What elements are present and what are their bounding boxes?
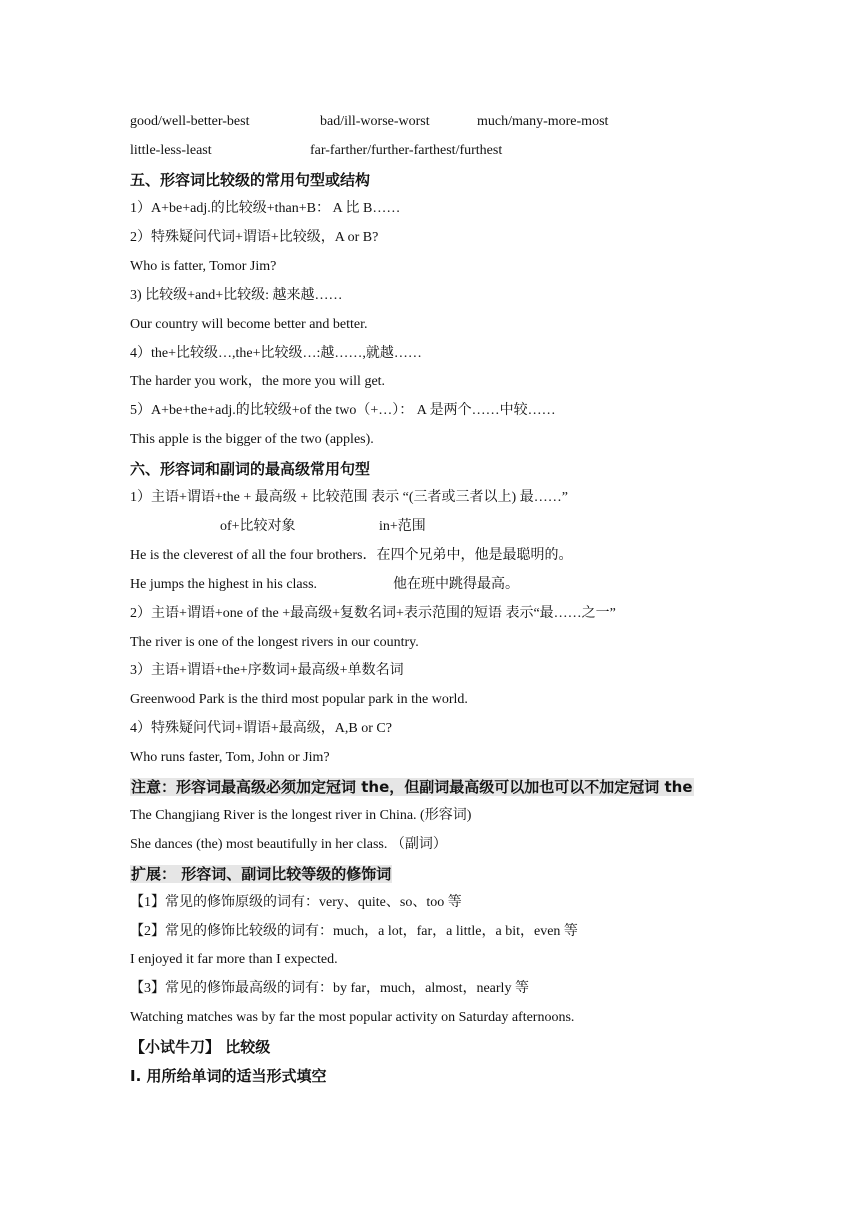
pattern-5: 5）A+be+the+adj.的比较级+of the two（+…）： A 是两个……中较…… bbox=[130, 403, 556, 418]
section-heading-6: 六、形容词和副词的最高级常用句型 bbox=[130, 460, 371, 478]
pattern-4: 4）the+比较级…,the+比较级…:越……,就越…… bbox=[130, 346, 422, 361]
extension-highlight: 扩展： 形容词、副词比较等级的修饰词 bbox=[131, 865, 392, 883]
superlative-pattern-4: 4）特殊疑问代词+谓语+最高级，A,B or C? bbox=[130, 721, 392, 736]
example-sentence: Who is fatter, Tomor Jim? bbox=[130, 259, 277, 274]
modifier-comparative: 【2】常见的修饰比较级的词有：much，a lot，far，a little，a bit，even 等 bbox=[130, 924, 578, 939]
modifier-positive: 【1】常见的修饰原级的词有：very、quite、so、too 等 bbox=[130, 895, 462, 910]
extension-heading bbox=[130, 864, 392, 884]
example-sentence: He is the cleverest of all the four brothers．在四个兄弟中，他是最聪明的。 bbox=[130, 548, 573, 563]
modifier-superlative: 【3】常见的修饰最高级的词有：by far，much，almost，nearly 等 bbox=[130, 981, 529, 996]
section-heading-5: 五、形容词比较级的常用句型或结构 bbox=[130, 171, 371, 189]
example-sentence: The river is one of the longest rivers in our country. bbox=[130, 635, 419, 650]
example-sentence: Greenwood Park is the third most popular park in the world. bbox=[130, 692, 468, 707]
superlative-pattern-2: 2）主语+谓语+one of the +最高级+复数名词+表示范围的短语 表示“最……之一” bbox=[130, 606, 616, 621]
example-sentence: I enjoyed it far more than I expected. bbox=[130, 952, 338, 967]
superlative-pattern-3: 3）主语+谓语+the+序数词+最高级+单数名词 bbox=[130, 663, 404, 678]
example-english: He jumps the highest in his class. bbox=[130, 577, 318, 592]
example-sentence: Who runs faster, Tom, John or Jim? bbox=[130, 750, 330, 765]
example-chinese: 他在班中跳得最高。 bbox=[393, 577, 519, 592]
pattern-1: 1）A+be+adj.的比较级+than+B： A 比 B…… bbox=[130, 201, 401, 216]
scope-of: of+比较对象 bbox=[220, 519, 296, 534]
example-sentence: She dances (the) most beautifully in her class. （副词） bbox=[130, 837, 447, 852]
pattern-2: 2）特殊疑问代词+谓语+比较级，A or B? bbox=[130, 230, 379, 245]
example-sentence: This apple is the bigger of the two (apples). bbox=[130, 432, 374, 447]
example-sentence: Our country will become better and better. bbox=[130, 317, 368, 332]
exercise-title: I. 用所给单词的适当形式填空 bbox=[130, 1067, 327, 1085]
example-sentence: The harder you work，the more you will get. bbox=[130, 374, 386, 389]
example-sentence-with-translation bbox=[130, 575, 519, 595]
note-highlight: 注意：形容词最高级必须加定冠词 the，但副词最高级可以加也可以不加定冠词 the bbox=[131, 778, 693, 796]
irregular-little: little-less-least bbox=[130, 143, 212, 158]
example-sentence: The Changjiang River is the longest river in China. (形容词) bbox=[130, 808, 472, 823]
irregular-bad: bad/ill-worse-worst bbox=[320, 114, 430, 129]
irregular-good: good/well-better-best bbox=[130, 114, 250, 129]
practice-heading: 【小试牛刀】 比较级 bbox=[130, 1038, 271, 1056]
irregular-forms-row-1 bbox=[130, 112, 609, 132]
example-sentence: Watching matches was by far the most popular activity on Saturday afternoons. bbox=[130, 1010, 575, 1025]
superlative-pattern-1: 1）主语+谓语+the + 最高级 + 比较范围 表示 “(三者或三者以上) 最……” bbox=[130, 490, 568, 505]
scope-in: in+范围 bbox=[379, 519, 426, 534]
irregular-far: far-farther/further-farthest/furthest bbox=[310, 143, 503, 158]
irregular-forms-row-2 bbox=[130, 141, 503, 161]
irregular-much: much/many-more-most bbox=[477, 114, 609, 129]
note-heading bbox=[130, 777, 694, 797]
pattern-3: 3) 比较级+and+比较级: 越来越…… bbox=[130, 288, 343, 303]
